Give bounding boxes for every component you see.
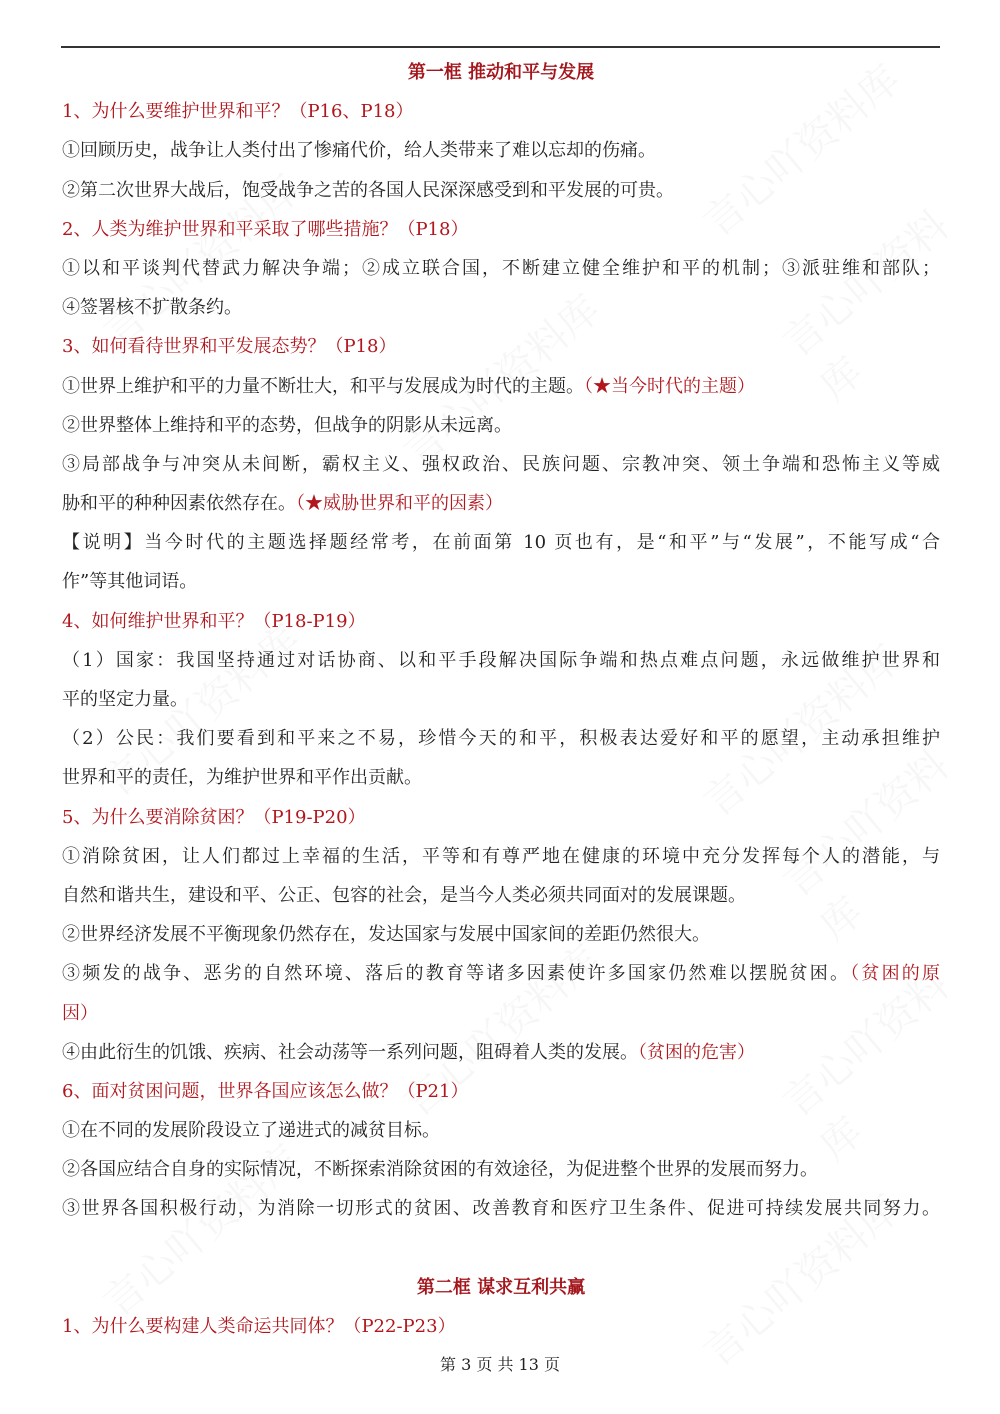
text-line (62, 954, 940, 993)
text-line (62, 876, 940, 915)
text-line (62, 837, 940, 876)
text-line (62, 719, 940, 758)
text-segment: ①回顾历史，战争让人类付出了惨痛代价，给人类带来了难以忘却的伤痛。 (62, 140, 656, 162)
question-heading (62, 1307, 940, 1346)
text-line (62, 1033, 940, 1072)
question-heading (62, 798, 940, 837)
text-segment: ②各国应结合自身的实际情况，不断探索消除贫困的有效途径，为促进整个世界的发展而努力。 (62, 1159, 818, 1181)
text-line (62, 171, 940, 210)
text-segment: ③频发的战争、恶劣的自然环境、落后的教育等诸多因素使许多国家仍然难以摆脱贫困。 (62, 963, 851, 985)
text-line (62, 1111, 940, 1150)
question-heading (62, 210, 940, 249)
text-line (62, 1189, 940, 1228)
text-segment: ①在不同的发展阶段设立了递进式的减贫目标。 (62, 1120, 440, 1142)
text-line (62, 406, 940, 445)
highlight-note: 因） (62, 1002, 98, 1024)
text-line (62, 562, 940, 601)
text-segment: 平的坚定力量。 (62, 689, 188, 710)
header-rule (61, 46, 940, 48)
text-segment: 作”等其他词语。 (62, 571, 198, 593)
highlight-note: （★当今时代的主题） (584, 375, 755, 397)
text-segment: 4、如何维护世界和平？（P18-P19） (62, 610, 366, 632)
document-body (62, 53, 940, 1346)
text-segment: 6、面对贫困问题，世界各国应该怎么做？（P21） (62, 1080, 469, 1102)
text-segment: 1、为什么要构建人类命运共同体？（P22-P23） (62, 1316, 456, 1337)
text-segment: ②世界整体上维持和平的态势，但战争的阴影从未远离。 (62, 414, 512, 436)
text-segment: （1）国家：我国坚持通过对话协商、以和平手段解决国际争端和热点难点问题，永远做维护世界和 (62, 649, 940, 671)
question-heading (62, 602, 940, 641)
question-heading (62, 1072, 940, 1111)
section-title (62, 53, 940, 92)
text-segment: 世界和平的责任，为维护世界和平作出贡献。 (62, 767, 422, 789)
section-title (62, 1268, 940, 1307)
text-line (62, 680, 940, 719)
page-footer: 第 3 页 共 13 页 (440, 1355, 560, 1374)
text-segment: ②世界经济发展不平衡现象仍然存在，发达国家与发展中国家间的差距仍然很大。 (62, 924, 710, 946)
text-line (62, 484, 940, 523)
highlight-note: （★威胁世界和平的因素） (296, 493, 503, 515)
text-segment: 第一框 推动和平与发展 (407, 62, 595, 83)
text-segment: ③世界各国积极行动，为消除一切形式的贫困、改善教育和医疗卫生条件、促进可持续发展共同努力。 (62, 1198, 940, 1220)
text-segment: ①以和平谈判代替武力解决争端；②成立联合国，不断建立健全维护和平的机制；③派驻维和部队； (62, 257, 940, 279)
text-segment: 5、为什么要消除贫困？（P19-P20） (62, 806, 366, 828)
blank-line (62, 1229, 940, 1268)
text-line (62, 288, 940, 327)
text-segment: ②第二次世界大战后，饱受战争之苦的各国人民深深感受到和平发展的可贵。 (62, 179, 674, 201)
text-line (62, 994, 940, 1033)
text-segment: （2）公民：我们要看到和平来之不易，珍惜今天的和平，积极表达爱好和平的愿望，主动承担维护 (62, 728, 940, 750)
text-line (62, 523, 940, 562)
text-line (62, 758, 940, 797)
text-segment: 1、为什么要维护世界和平？（P16、P18） (62, 101, 414, 123)
text-line (62, 641, 940, 680)
text-line (62, 131, 940, 170)
text-segment: 2、人类为维护世界和平采取了哪些措施？（P18） (62, 218, 469, 240)
text-line (62, 249, 940, 288)
highlight-note: （贫困的原 (850, 963, 940, 985)
text-segment: ①世界上维护和平的力量不断壮大，和平与发展成为时代的主题。 (62, 375, 584, 397)
text-line (62, 1150, 940, 1189)
text-segment: 【说明】当今时代的主题选择题经常考，在前面第 10 页也有，是“和平”与“发展”，不能写成“合 (62, 532, 940, 554)
text-segment: ④由此衍生的饥饿、疾病、社会动荡等一系列问题，阻碍着人类的发展。 (62, 1041, 638, 1063)
highlight-note: （贫困的危害） (638, 1041, 755, 1063)
question-heading (62, 92, 940, 131)
text-segment: 自然和谐共生，建设和平、公正、包容的社会，是当今人类必须共同面对的发展课题。 (62, 884, 746, 906)
question-heading (62, 327, 940, 366)
text-segment: ④签署核不扩散条约。 (62, 297, 242, 319)
text-line (62, 445, 940, 484)
text-line (62, 915, 940, 954)
text-segment: 胁和平的种种因素依然存在。 (62, 493, 296, 515)
text-segment: ③局部战争与冲突从未间断，霸权主义、强权政治、民族问题、宗教冲突、领土争端和恐怖主义等威 (62, 453, 940, 475)
text-segment: ①消除贫困，让人们都过上幸福的生活，平等和有尊严地在健康的环境中充分发挥每个人的潜能，与 (62, 845, 940, 867)
text-segment: 第二框 谋求互利共赢 (416, 1276, 586, 1298)
text-line (62, 367, 940, 406)
text-segment: 3、如何看待世界和平发展态势？（P18） (62, 336, 397, 358)
